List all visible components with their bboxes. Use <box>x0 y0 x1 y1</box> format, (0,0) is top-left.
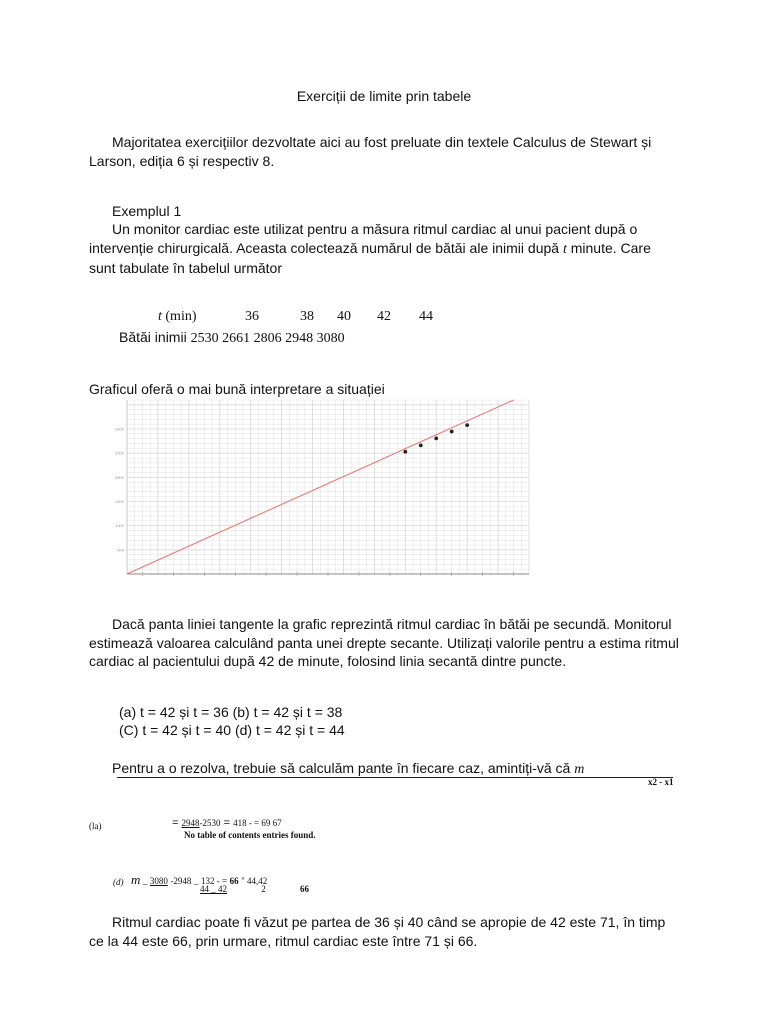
example-label: Exemplul 1 <box>112 203 182 219</box>
calc-d-final-value: 66 <box>300 884 309 894</box>
data-point <box>465 423 469 427</box>
conclusion-paragraph: Ritmul cardiac poate fi văzut pe partea de 36 și 40 când se apropie de 42 este 71, în timp ce la 44 este 66, prin urmare, ritmul cardiac este între 71 și 66. <box>89 914 666 949</box>
table-t-unit: (min) <box>165 309 197 324</box>
calc-a-rest: -2530 <box>199 818 221 828</box>
calc-d-subtrahend: -2948 <box>170 876 192 886</box>
divider-line <box>117 777 673 778</box>
table-beats-row <box>119 329 345 347</box>
calc-d-denominator: 44 _ 42 <box>200 884 227 894</box>
y-tick-label: 500 <box>117 547 124 553</box>
example-text-2: minute. Care sunt tabulate în tabelul următor <box>89 239 651 276</box>
table-t-header <box>158 309 197 325</box>
table-t-value: 44 <box>419 309 433 324</box>
option-line-1: (a) t = 42 și t = 36 (b) t = 42 și t = 38 <box>119 704 343 720</box>
solve-text-line <box>112 760 584 778</box>
table-beats-label: Bătăi inimii <box>119 329 187 345</box>
data-point <box>403 450 407 454</box>
table-beats-values: 2530 2661 2806 2948 3080 <box>190 331 345 346</box>
calc-a-tail: 418 - = 69 67 <box>233 818 282 828</box>
table-t-label: t <box>158 309 162 324</box>
calc-a-numerator: 2948 <box>181 818 200 828</box>
page-title: Exerciții de limite prin tabele <box>296 88 472 104</box>
data-point <box>434 436 438 440</box>
calc-d-line-2 <box>200 884 309 894</box>
y-tick-label: 1500 <box>115 499 124 504</box>
calc-d-sep1: _ <box>142 876 148 886</box>
secant-paragraph: Dacă panta liniei tangente la grafic reprezintă ritmul cardiac în bătăi pe secundă. Monitorul estimează valoarea calculând panta unei drepte secante. Utilizați valorile pentru a estima ritmul cardiac al pacientului după 42 de minute, folosind linia secantă dintre puncte. <box>89 616 679 669</box>
calc-a-equation <box>172 817 282 829</box>
data-point <box>419 443 423 447</box>
calc-d-points: " 44,42 <box>241 876 268 886</box>
calc-d-variable: m <box>131 872 141 887</box>
table-t-value: 36 <box>245 309 259 324</box>
table-t-value: 38 <box>300 309 314 324</box>
formula-note: x2 - x1 <box>648 777 674 787</box>
data-point <box>450 430 454 434</box>
calc-a-eq2: = <box>223 817 230 829</box>
y-tick-label: 3000 <box>115 426 124 432</box>
solve-text: Pentru a o rezolva, trebuie să calculăm pante în fiecare caz, amintiți-vă că <box>112 760 571 776</box>
calc-d-fraction: 132 - = <box>200 876 228 886</box>
calc-a-label: (la) <box>89 821 102 831</box>
calc-d-denominator-value: 2 <box>261 884 266 894</box>
y-tick-label: 1000 <box>115 523 124 529</box>
calc-d-label: (d) <box>113 877 124 887</box>
calc-d-sep2: _ <box>193 876 199 886</box>
graph-y-ticks <box>115 427 125 553</box>
y-tick-label: 2000 <box>115 474 124 480</box>
example-variable: t <box>562 241 567 257</box>
intro-paragraph: Majoritatea exercițiilor dezvoltate aici au fost preluate din textele Calculus de Stewart și Larson, ediția 6 și respectiv 8. <box>89 134 652 169</box>
example-paragraph <box>89 220 679 278</box>
graph-caption: Graficul oferă o mai bună interpretare a situației <box>89 381 385 397</box>
y-tick-label: 2500 <box>115 450 124 456</box>
calc-a-eq1: = <box>172 817 179 829</box>
solve-variable: m <box>574 762 585 777</box>
table-t-value: 42 <box>377 309 391 324</box>
calc-d-numerator: 3080 <box>149 876 168 886</box>
option-line-2: (C) t = 42 și t = 40 (d) t = 42 și t = 44 <box>119 722 345 738</box>
example-text-1: Un monitor cardiac este utilizat pentru a măsura ritmul cardiac al unui pacient după o intervenție chirurgicală. Aceasta colectează numărul de bătăi ale inimii după <box>89 221 638 256</box>
calc-d-result: 66 <box>229 876 239 886</box>
table-t-value: 40 <box>337 309 351 324</box>
calc-a-error-text: No table of contents entries found. <box>184 830 316 840</box>
heart-rate-graph <box>99 396 533 580</box>
